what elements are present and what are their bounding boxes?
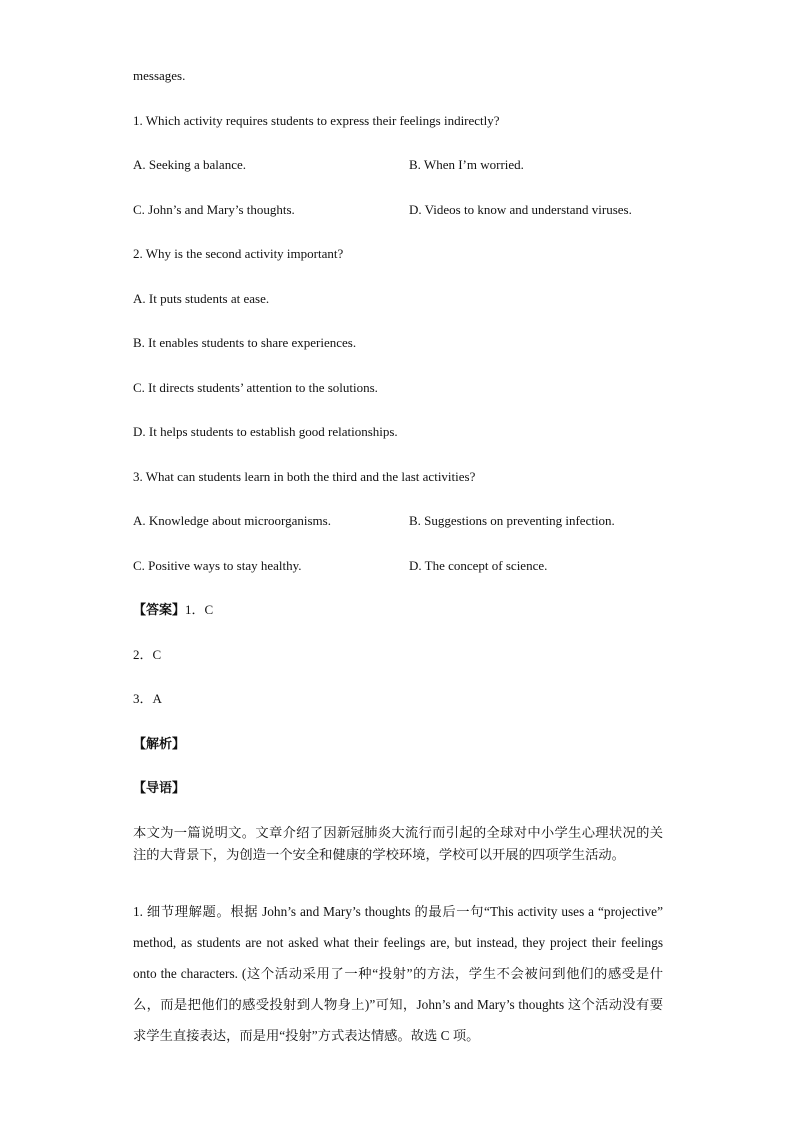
question-3-stem: 3. What can students learn in both the third and the last activities?: [133, 469, 476, 484]
question-3-option-c: C. Positive ways to stay healthy.: [133, 558, 302, 573]
passage-fragment: messages.: [133, 68, 186, 83]
analysis-label: 【解析】: [133, 736, 186, 751]
question-2-option-b: B. It enables students to share experiences.: [133, 335, 357, 350]
question-1-stem: 1. Which activity requires students to express their feelings indirectly?: [133, 113, 500, 128]
explanation-1-paragraph: 1. 细节理解题。根据 John’s and Mary’s thoughts 的最后一句“This activity uses a “projective” method, as students are not asked what their feelings are, but instead, they project their feelings onto the characters. (这个活动采用了一种“投射”的方法，学生不会被问到他们的感受是什么，而是把他们的感受投射到人物身上)”可知，John’s and Mary’s thoughts 这个活动没有要求学生直接表达，而是用“投射”方式表达情感。故选 C 项。: [133, 904, 663, 1043]
guide-label: 【导语】: [133, 780, 186, 795]
question-2-stem: 2. Why is the second activity important?: [133, 246, 344, 261]
question-2-option-a: A. It puts students at ease.: [133, 291, 270, 306]
question-1-option-c: C. John’s and Mary’s thoughts.: [133, 202, 295, 217]
answer-2: 2．C: [133, 647, 162, 662]
question-1-option-a: A. Seeking a balance.: [133, 157, 246, 172]
question-2-option-d: D. It helps students to establish good relationships.: [133, 424, 398, 439]
guide-paragraph: 本文为一篇说明文。文章介绍了因新冠肺炎大流行而引起的全球对中小学生心理状况的关注的大背景下，为创造一个安全和健康的学校环境，学校可以开展的四项学生活动。: [133, 825, 663, 862]
question-1-option-b: B. When I’m worried.: [409, 157, 524, 172]
question-2-option-c: C. It directs students’ attention to the solutions.: [133, 380, 378, 395]
question-3-option-d: D. The concept of science.: [409, 558, 548, 573]
answer-1: 1．C: [185, 602, 214, 617]
question-3-option-b: B. Suggestions on preventing infection.: [409, 513, 615, 528]
question-3-option-a: A. Knowledge about microorganisms.: [133, 513, 331, 528]
question-1-option-d: D. Videos to know and understand viruses.: [409, 202, 632, 217]
answer-label: 【答案】: [133, 602, 186, 617]
answer-line-1: [133, 601, 213, 619]
answer-3: 3．A: [133, 691, 162, 706]
